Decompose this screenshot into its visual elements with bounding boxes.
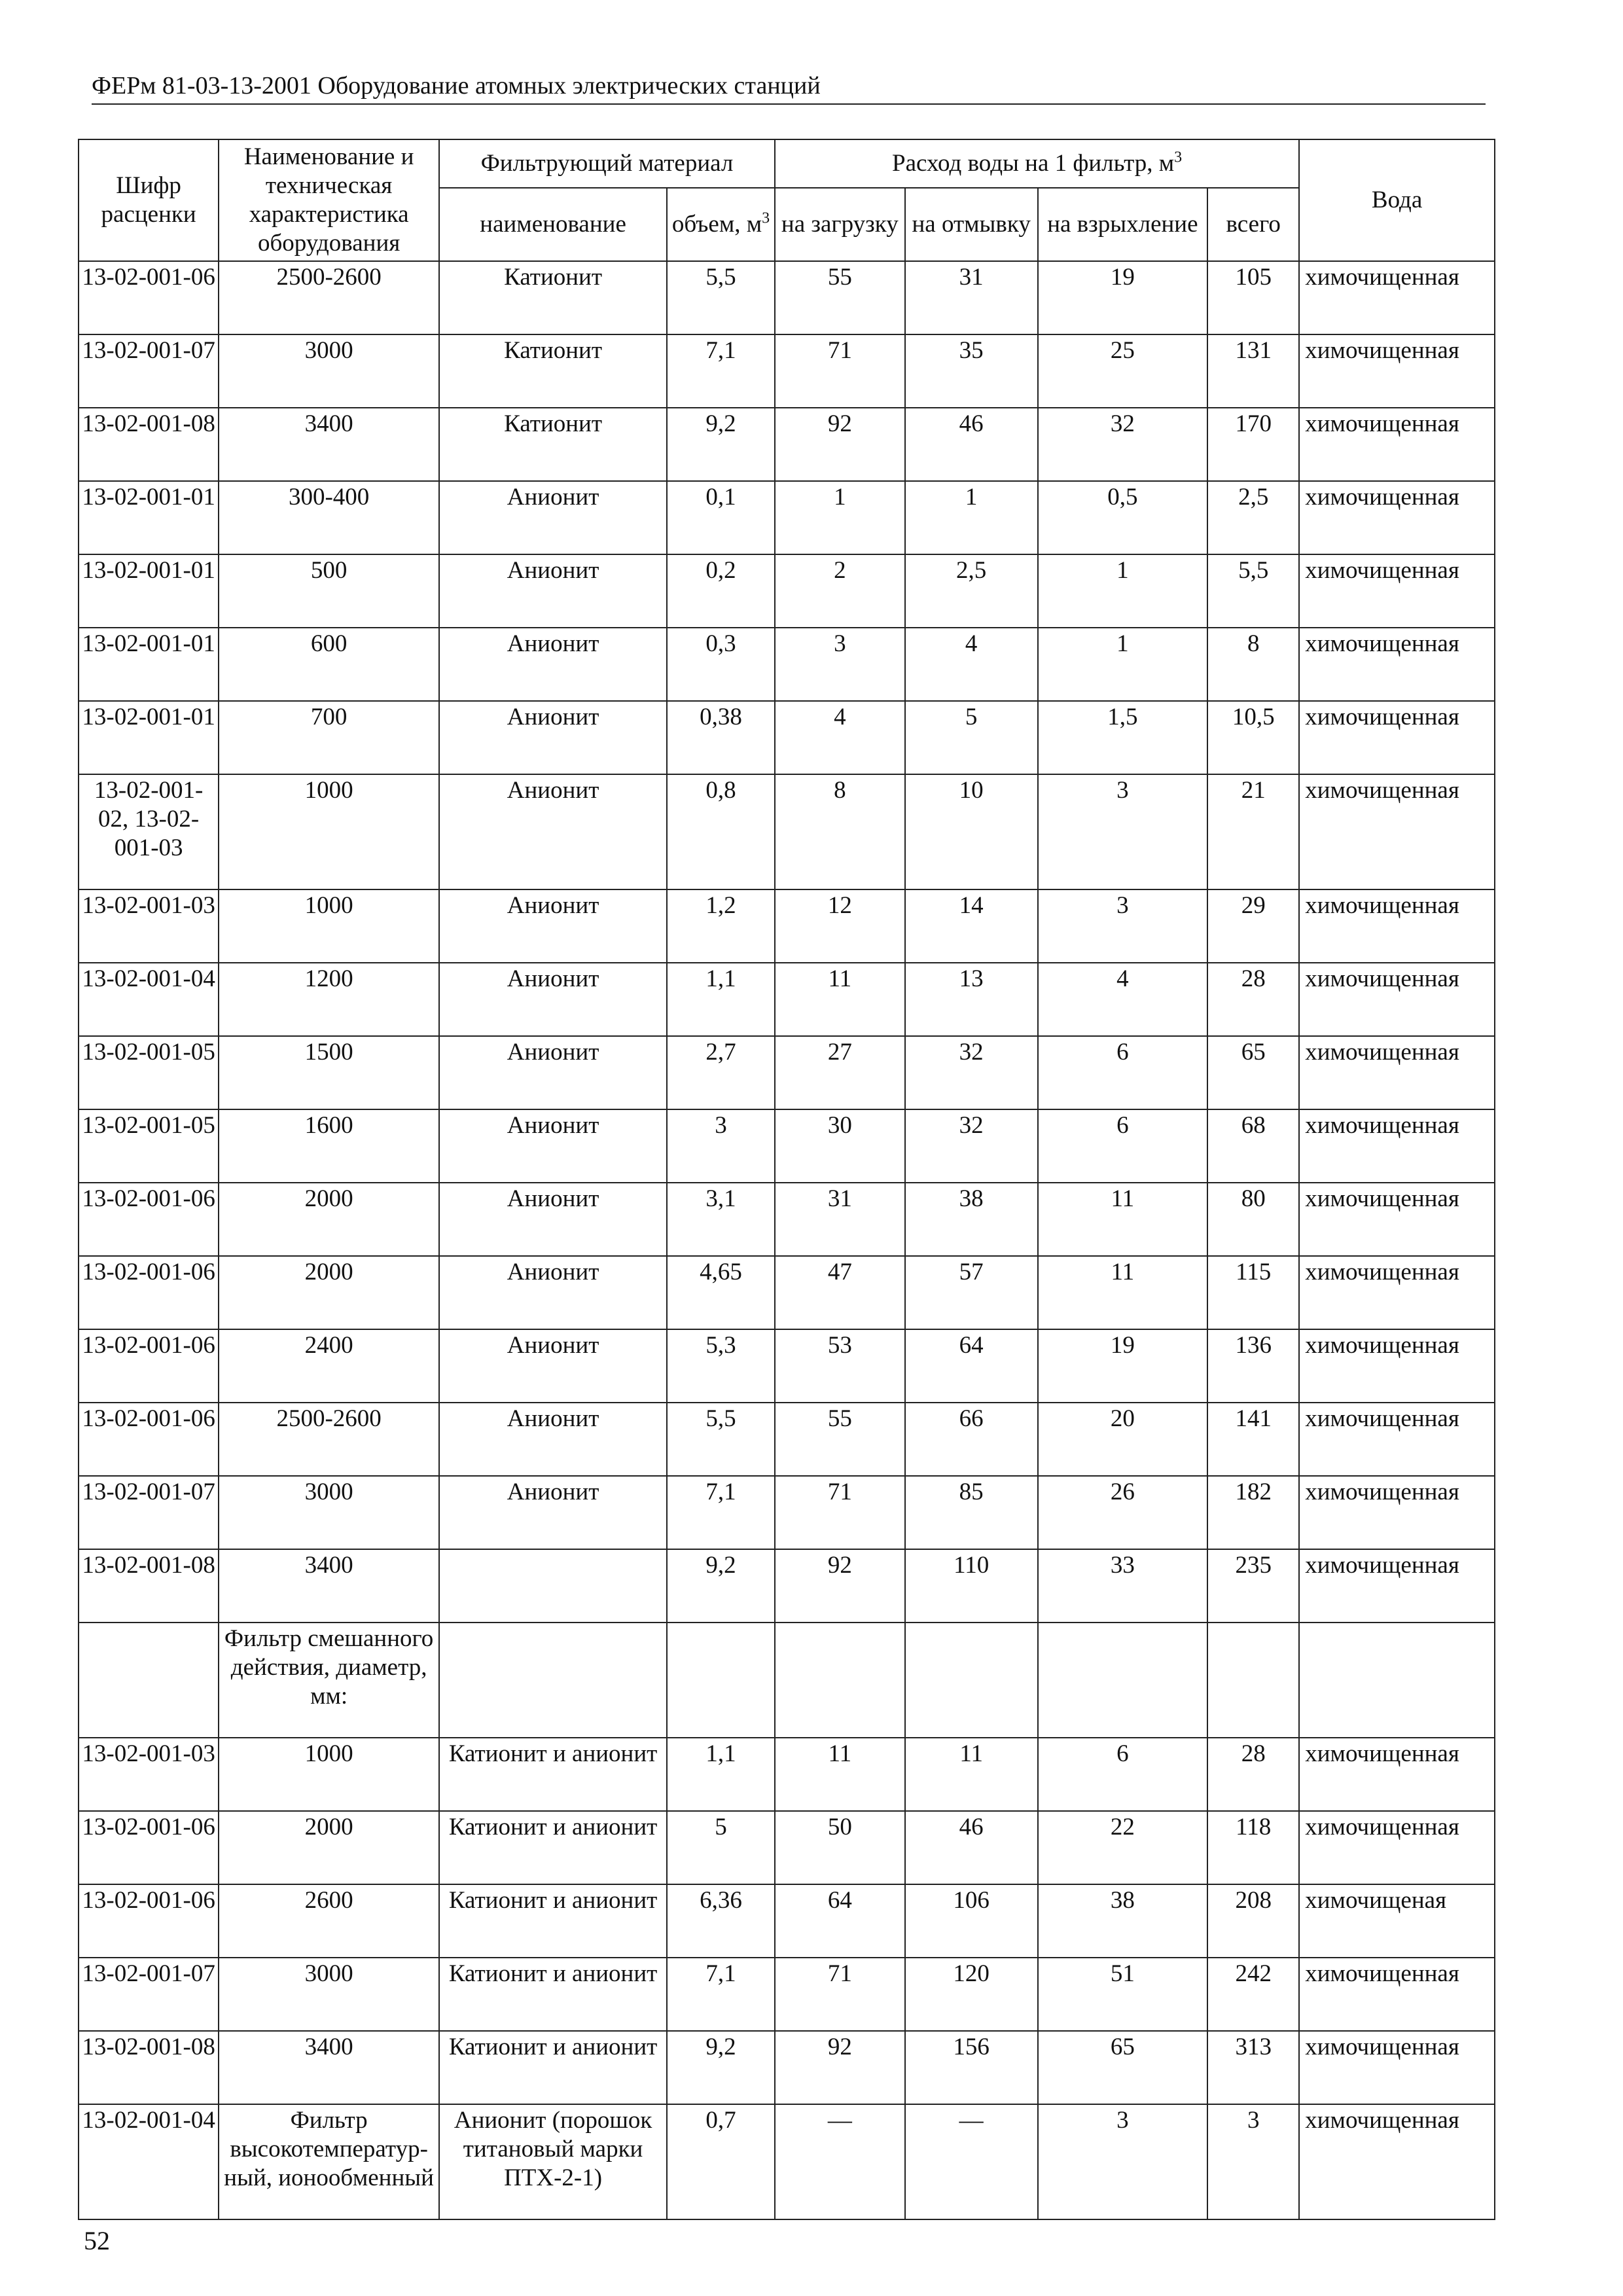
cell-water: химочищенная <box>1299 2031 1495 2104</box>
cell-water: химочищеная <box>1299 1884 1495 1958</box>
table-row <box>79 1811 1495 1884</box>
cell-wash: 1 <box>905 481 1038 554</box>
cell-material: Анионит <box>439 889 667 963</box>
cell-load: 1 <box>775 481 905 554</box>
cell-loosen: 26 <box>1038 1476 1208 1549</box>
cell-material: Анионит <box>439 774 667 889</box>
cell-material: Катионит и анионит <box>439 1738 667 1811</box>
cell-water: химочищенная <box>1299 1476 1495 1549</box>
cell-name: 1000 <box>219 1738 439 1811</box>
cell-load: 31 <box>775 1183 905 1256</box>
cell-name: 3000 <box>219 1958 439 2031</box>
cell-wash: 4 <box>905 628 1038 701</box>
cell-loosen: 3 <box>1038 889 1208 963</box>
cell-code: 13-02-001-06 <box>79 261 219 334</box>
cell-volume: 2,7 <box>667 1036 775 1109</box>
cell-name: 3000 <box>219 1476 439 1549</box>
cell-load: 71 <box>775 1958 905 2031</box>
cell-material: Анионит <box>439 1403 667 1476</box>
cell-water <box>1299 1623 1495 1738</box>
cell-load: 71 <box>775 334 905 408</box>
cell-loosen: 6 <box>1038 1738 1208 1811</box>
cell-volume: 1,1 <box>667 1738 775 1811</box>
cell-wash: 38 <box>905 1183 1038 1256</box>
cell-volume: 0,3 <box>667 628 775 701</box>
cell-material: Катионит и анионит <box>439 1958 667 2031</box>
cell-wash: 32 <box>905 1036 1038 1109</box>
cell-total: 8 <box>1207 628 1299 701</box>
cell-name: 500 <box>219 554 439 628</box>
cell-name: 3000 <box>219 334 439 408</box>
cell-material: Катионит <box>439 408 667 481</box>
cell-load: 12 <box>775 889 905 963</box>
table-row <box>79 1549 1495 1623</box>
cell-material: Катионит и анионит <box>439 1884 667 1958</box>
cell-code: 13-02-001-06 <box>79 1329 219 1403</box>
cell-name: 300-400 <box>219 481 439 554</box>
table-row <box>79 1036 1495 1109</box>
cell-loosen: 11 <box>1038 1183 1208 1256</box>
table-row <box>79 628 1495 701</box>
cell-total: 28 <box>1207 1738 1299 1811</box>
cell-total: 29 <box>1207 889 1299 963</box>
col-header-volume: объем, $м^3$ <box>667 188 775 261</box>
col-header-water-use: Расход воды на 1 фильтр, $м^3$ <box>775 139 1299 188</box>
table-row <box>79 1329 1495 1403</box>
water-consumption-table <box>78 139 1495 2220</box>
table-row <box>79 1183 1495 1256</box>
cell-water: химочищенная <box>1299 1109 1495 1183</box>
document-title: ФЕРм 81-03-13-2001 Оборудование атомных электрических станций <box>92 72 821 99</box>
cell-volume: 9,2 <box>667 2031 775 2104</box>
cell-load: 3 <box>775 628 905 701</box>
cell-volume: 5,5 <box>667 1403 775 1476</box>
cell-volume: 7,1 <box>667 1476 775 1549</box>
cell-code: 13-02-001-01 <box>79 554 219 628</box>
cell-code: 13-02-001-06 <box>79 1256 219 1329</box>
cell-wash: 120 <box>905 1958 1038 2031</box>
cell-wash: 13 <box>905 963 1038 1036</box>
cell-name: Фильтр смешанного действия, диаметр, мм: <box>219 1623 439 1738</box>
cell-water: химочищенная <box>1299 628 1495 701</box>
cell-loosen: 6 <box>1038 1036 1208 1109</box>
cell-name: Фильтр высокотемператур-ный, ионообменный <box>219 2104 439 2219</box>
cell-total: 170 <box>1207 408 1299 481</box>
cell-volume: 9,2 <box>667 408 775 481</box>
cell-loosen: 19 <box>1038 1329 1208 1403</box>
cell-volume: 0,38 <box>667 701 775 774</box>
cell-code <box>79 1623 219 1738</box>
cell-load: 8 <box>775 774 905 889</box>
cell-loosen: 11 <box>1038 1256 1208 1329</box>
cell-water: химочищенная <box>1299 408 1495 481</box>
col-header-water: Вода <box>1299 139 1495 261</box>
cell-wash: 66 <box>905 1403 1038 1476</box>
cell-loosen: 20 <box>1038 1403 1208 1476</box>
cell-load: 47 <box>775 1256 905 1329</box>
cell-name: 2400 <box>219 1329 439 1403</box>
cell-code: 13-02-001-02, 13-02-001-03 <box>79 774 219 889</box>
cell-wash: — <box>905 2104 1038 2219</box>
cell-loosen: 6 <box>1038 1109 1208 1183</box>
cell-total: 3 <box>1207 2104 1299 2219</box>
cell-water: химочищенная <box>1299 334 1495 408</box>
cell-code: 13-02-001-07 <box>79 1476 219 1549</box>
cell-volume: 0,1 <box>667 481 775 554</box>
cell-material: Катионит <box>439 334 667 408</box>
cell-loosen: 33 <box>1038 1549 1208 1623</box>
cell-code: 13-02-001-01 <box>79 481 219 554</box>
cell-code: 13-02-001-01 <box>79 701 219 774</box>
cell-water: химочищенная <box>1299 261 1495 334</box>
cell-material: Анионит <box>439 481 667 554</box>
table-row <box>79 701 1495 774</box>
cell-wash: 46 <box>905 408 1038 481</box>
cell-load: 11 <box>775 1738 905 1811</box>
cell-volume: 5,5 <box>667 261 775 334</box>
cell-total: 2,5 <box>1207 481 1299 554</box>
cell-loosen: 3 <box>1038 774 1208 889</box>
cell-loosen: 38 <box>1038 1884 1208 1958</box>
table-row <box>79 1958 1495 2031</box>
cell-total: 28 <box>1207 963 1299 1036</box>
cell-water: химочищенная <box>1299 1256 1495 1329</box>
cell-name: 2000 <box>219 1256 439 1329</box>
cell-water: химочищенная <box>1299 889 1495 963</box>
col-header-total: всего <box>1207 188 1299 261</box>
cell-total: 242 <box>1207 1958 1299 2031</box>
cell-total: 80 <box>1207 1183 1299 1256</box>
cell-code: 13-02-001-08 <box>79 1549 219 1623</box>
cell-total: 65 <box>1207 1036 1299 1109</box>
cell-material: Катионит и анионит <box>439 1811 667 1884</box>
cell-wash: 57 <box>905 1256 1038 1329</box>
cell-load: 2 <box>775 554 905 628</box>
cell-material: Анионит <box>439 1256 667 1329</box>
cell-material: Анионит <box>439 1329 667 1403</box>
cell-material: Анионит (порошок титановый марки ПТХ-2-1) <box>439 2104 667 2219</box>
cell-total: 5,5 <box>1207 554 1299 628</box>
cell-name: 1000 <box>219 774 439 889</box>
cell-name: 1000 <box>219 889 439 963</box>
cell-loosen: 3 <box>1038 2104 1208 2219</box>
page-number: 52 <box>84 2226 110 2255</box>
cell-volume: 1,1 <box>667 963 775 1036</box>
cell-wash: 156 <box>905 2031 1038 2104</box>
cell-code: 13-02-001-08 <box>79 2031 219 2104</box>
cell-total: 105 <box>1207 261 1299 334</box>
cell-water: химочищенная <box>1299 963 1495 1036</box>
cell-material: Анионит <box>439 628 667 701</box>
cell-total: 21 <box>1207 774 1299 889</box>
cell-material <box>439 1623 667 1738</box>
cell-total: 115 <box>1207 1256 1299 1329</box>
cell-total: 208 <box>1207 1884 1299 1958</box>
cell-loosen: 51 <box>1038 1958 1208 2031</box>
cell-water: химочищенная <box>1299 1183 1495 1256</box>
cell-wash: 46 <box>905 1811 1038 1884</box>
cell-load: 11 <box>775 963 905 1036</box>
cell-volume <box>667 1623 775 1738</box>
table-row <box>79 1884 1495 1958</box>
cell-wash: 10 <box>905 774 1038 889</box>
cell-volume: 1,2 <box>667 889 775 963</box>
cell-code: 13-02-001-05 <box>79 1109 219 1183</box>
cell-volume: 0,7 <box>667 2104 775 2219</box>
cell-water: химочищенная <box>1299 1958 1495 2031</box>
cell-loosen: 25 <box>1038 334 1208 408</box>
cell-total: 68 <box>1207 1109 1299 1183</box>
cell-loosen: 0,5 <box>1038 481 1208 554</box>
cell-material: Анионит <box>439 963 667 1036</box>
cell-name: 2500-2600 <box>219 1403 439 1476</box>
cell-material: Анионит <box>439 1036 667 1109</box>
cell-total <box>1207 1623 1299 1738</box>
cell-load: 4 <box>775 701 905 774</box>
cell-name: 700 <box>219 701 439 774</box>
cell-material: Анионит <box>439 1109 667 1183</box>
cell-load: 55 <box>775 1403 905 1476</box>
cell-water: химочищенная <box>1299 1811 1495 1884</box>
cell-material: Анионит <box>439 701 667 774</box>
cell-wash: 110 <box>905 1549 1038 1623</box>
cell-load: 27 <box>775 1036 905 1109</box>
cell-water: химочищенная <box>1299 554 1495 628</box>
cell-load: 92 <box>775 408 905 481</box>
cell-load: 71 <box>775 1476 905 1549</box>
cell-name: 2600 <box>219 1884 439 1958</box>
cell-wash: 2,5 <box>905 554 1038 628</box>
table-row <box>79 2104 1495 2219</box>
cell-total: 235 <box>1207 1549 1299 1623</box>
cell-code: 13-02-001-06 <box>79 1884 219 1958</box>
cell-load: 30 <box>775 1109 905 1183</box>
cell-volume: 0,8 <box>667 774 775 889</box>
cell-volume: 5,3 <box>667 1329 775 1403</box>
table-row <box>79 554 1495 628</box>
cell-water: химочищенная <box>1299 481 1495 554</box>
cell-volume: 6,36 <box>667 1884 775 1958</box>
table-row <box>79 889 1495 963</box>
cell-total: 313 <box>1207 2031 1299 2104</box>
cell-volume: 7,1 <box>667 334 775 408</box>
cell-wash: 35 <box>905 334 1038 408</box>
cell-load <box>775 1623 905 1738</box>
table-row <box>79 1476 1495 1549</box>
table-row <box>79 1738 1495 1811</box>
col-header-name: Наименование и техническая характеристика оборудования <box>219 139 439 261</box>
cell-code: 13-02-001-06 <box>79 1811 219 1884</box>
cell-name: 2000 <box>219 1183 439 1256</box>
cell-material: Анионит <box>439 1476 667 1549</box>
cell-name: 3400 <box>219 408 439 481</box>
table-row <box>79 261 1495 334</box>
cell-water: химочищенная <box>1299 701 1495 774</box>
table-body <box>79 261 1495 2219</box>
table-row <box>79 1403 1495 1476</box>
table-row <box>79 1109 1495 1183</box>
cell-water: химочищенная <box>1299 1403 1495 1476</box>
cell-name: 1600 <box>219 1109 439 1183</box>
cell-loosen: 22 <box>1038 1811 1208 1884</box>
cell-loosen: 65 <box>1038 2031 1208 2104</box>
cell-volume: 7,1 <box>667 1958 775 2031</box>
cell-volume: 5 <box>667 1811 775 1884</box>
cell-water: химочищенная <box>1299 774 1495 889</box>
cell-loosen: 1 <box>1038 628 1208 701</box>
cell-loosen: 1 <box>1038 554 1208 628</box>
cell-total: 141 <box>1207 1403 1299 1476</box>
cell-material <box>439 1549 667 1623</box>
cell-name: 2500-2600 <box>219 261 439 334</box>
cell-code: 13-02-001-08 <box>79 408 219 481</box>
cell-wash: 11 <box>905 1738 1038 1811</box>
cell-loosen: 32 <box>1038 408 1208 481</box>
cell-volume: 9,2 <box>667 1549 775 1623</box>
table-row <box>79 408 1495 481</box>
cell-code: 13-02-001-03 <box>79 889 219 963</box>
table-row <box>79 481 1495 554</box>
cell-code: 13-02-001-04 <box>79 963 219 1036</box>
table-row <box>79 1623 1495 1738</box>
cell-wash: 85 <box>905 1476 1038 1549</box>
cell-loosen <box>1038 1623 1208 1738</box>
cell-water: химочищенная <box>1299 2104 1495 2219</box>
table-row <box>79 774 1495 889</box>
col-header-code: Шифр расценки <box>79 139 219 261</box>
cell-water: химочищенная <box>1299 1738 1495 1811</box>
cell-total: 131 <box>1207 334 1299 408</box>
cell-code: 13-02-001-04 <box>79 2104 219 2219</box>
cell-code: 13-02-001-07 <box>79 1958 219 2031</box>
cell-code: 13-02-001-01 <box>79 628 219 701</box>
page-header <box>92 71 1486 105</box>
cell-wash: 5 <box>905 701 1038 774</box>
col-header-wash: на отмывку <box>905 188 1038 261</box>
table-row <box>79 1256 1495 1329</box>
cell-material: Анионит <box>439 554 667 628</box>
cell-wash: 14 <box>905 889 1038 963</box>
table-row <box>79 963 1495 1036</box>
cell-loosen: 1,5 <box>1038 701 1208 774</box>
cell-code: 13-02-001-06 <box>79 1183 219 1256</box>
cell-code: 13-02-001-05 <box>79 1036 219 1109</box>
col-header-loosen: на взрыхление <box>1038 188 1208 261</box>
cell-code: 13-02-001-06 <box>79 1403 219 1476</box>
cell-load: 55 <box>775 261 905 334</box>
cell-load: 64 <box>775 1884 905 1958</box>
table-row <box>79 2031 1495 2104</box>
cell-water: химочищенная <box>1299 1549 1495 1623</box>
cell-loosen: 19 <box>1038 261 1208 334</box>
col-header-filter-material: Фильтрующий материал <box>439 139 775 188</box>
cell-material: Анионит <box>439 1183 667 1256</box>
table-row <box>79 334 1495 408</box>
cell-load: 50 <box>775 1811 905 1884</box>
cell-volume: 0,2 <box>667 554 775 628</box>
cell-load: — <box>775 2104 905 2219</box>
col-header-load: на загрузку <box>775 188 905 261</box>
col-header-material-name: наименование <box>439 188 667 261</box>
cell-name: 600 <box>219 628 439 701</box>
cell-total: 136 <box>1207 1329 1299 1403</box>
cell-name: 3400 <box>219 2031 439 2104</box>
cell-name: 2000 <box>219 1811 439 1884</box>
cell-total: 118 <box>1207 1811 1299 1884</box>
cell-material: Катионит <box>439 261 667 334</box>
cell-load: 53 <box>775 1329 905 1403</box>
cell-name: 3400 <box>219 1549 439 1623</box>
cell-water: химочищенная <box>1299 1036 1495 1109</box>
cell-code: 13-02-001-07 <box>79 334 219 408</box>
cell-material: Катионит и анионит <box>439 2031 667 2104</box>
cell-volume: 4,65 <box>667 1256 775 1329</box>
cell-load: 92 <box>775 2031 905 2104</box>
cell-wash: 64 <box>905 1329 1038 1403</box>
cell-loosen: 4 <box>1038 963 1208 1036</box>
cell-water: химочищенная <box>1299 1329 1495 1403</box>
cell-volume: 3 <box>667 1109 775 1183</box>
cell-name: 1200 <box>219 963 439 1036</box>
cell-name: 1500 <box>219 1036 439 1109</box>
cell-total: 182 <box>1207 1476 1299 1549</box>
cell-load: 92 <box>775 1549 905 1623</box>
cell-wash: 32 <box>905 1109 1038 1183</box>
cell-wash <box>905 1623 1038 1738</box>
cell-volume: 3,1 <box>667 1183 775 1256</box>
cell-wash: 106 <box>905 1884 1038 1958</box>
cell-wash: 31 <box>905 261 1038 334</box>
cell-code: 13-02-001-03 <box>79 1738 219 1811</box>
cell-total: 10,5 <box>1207 701 1299 774</box>
